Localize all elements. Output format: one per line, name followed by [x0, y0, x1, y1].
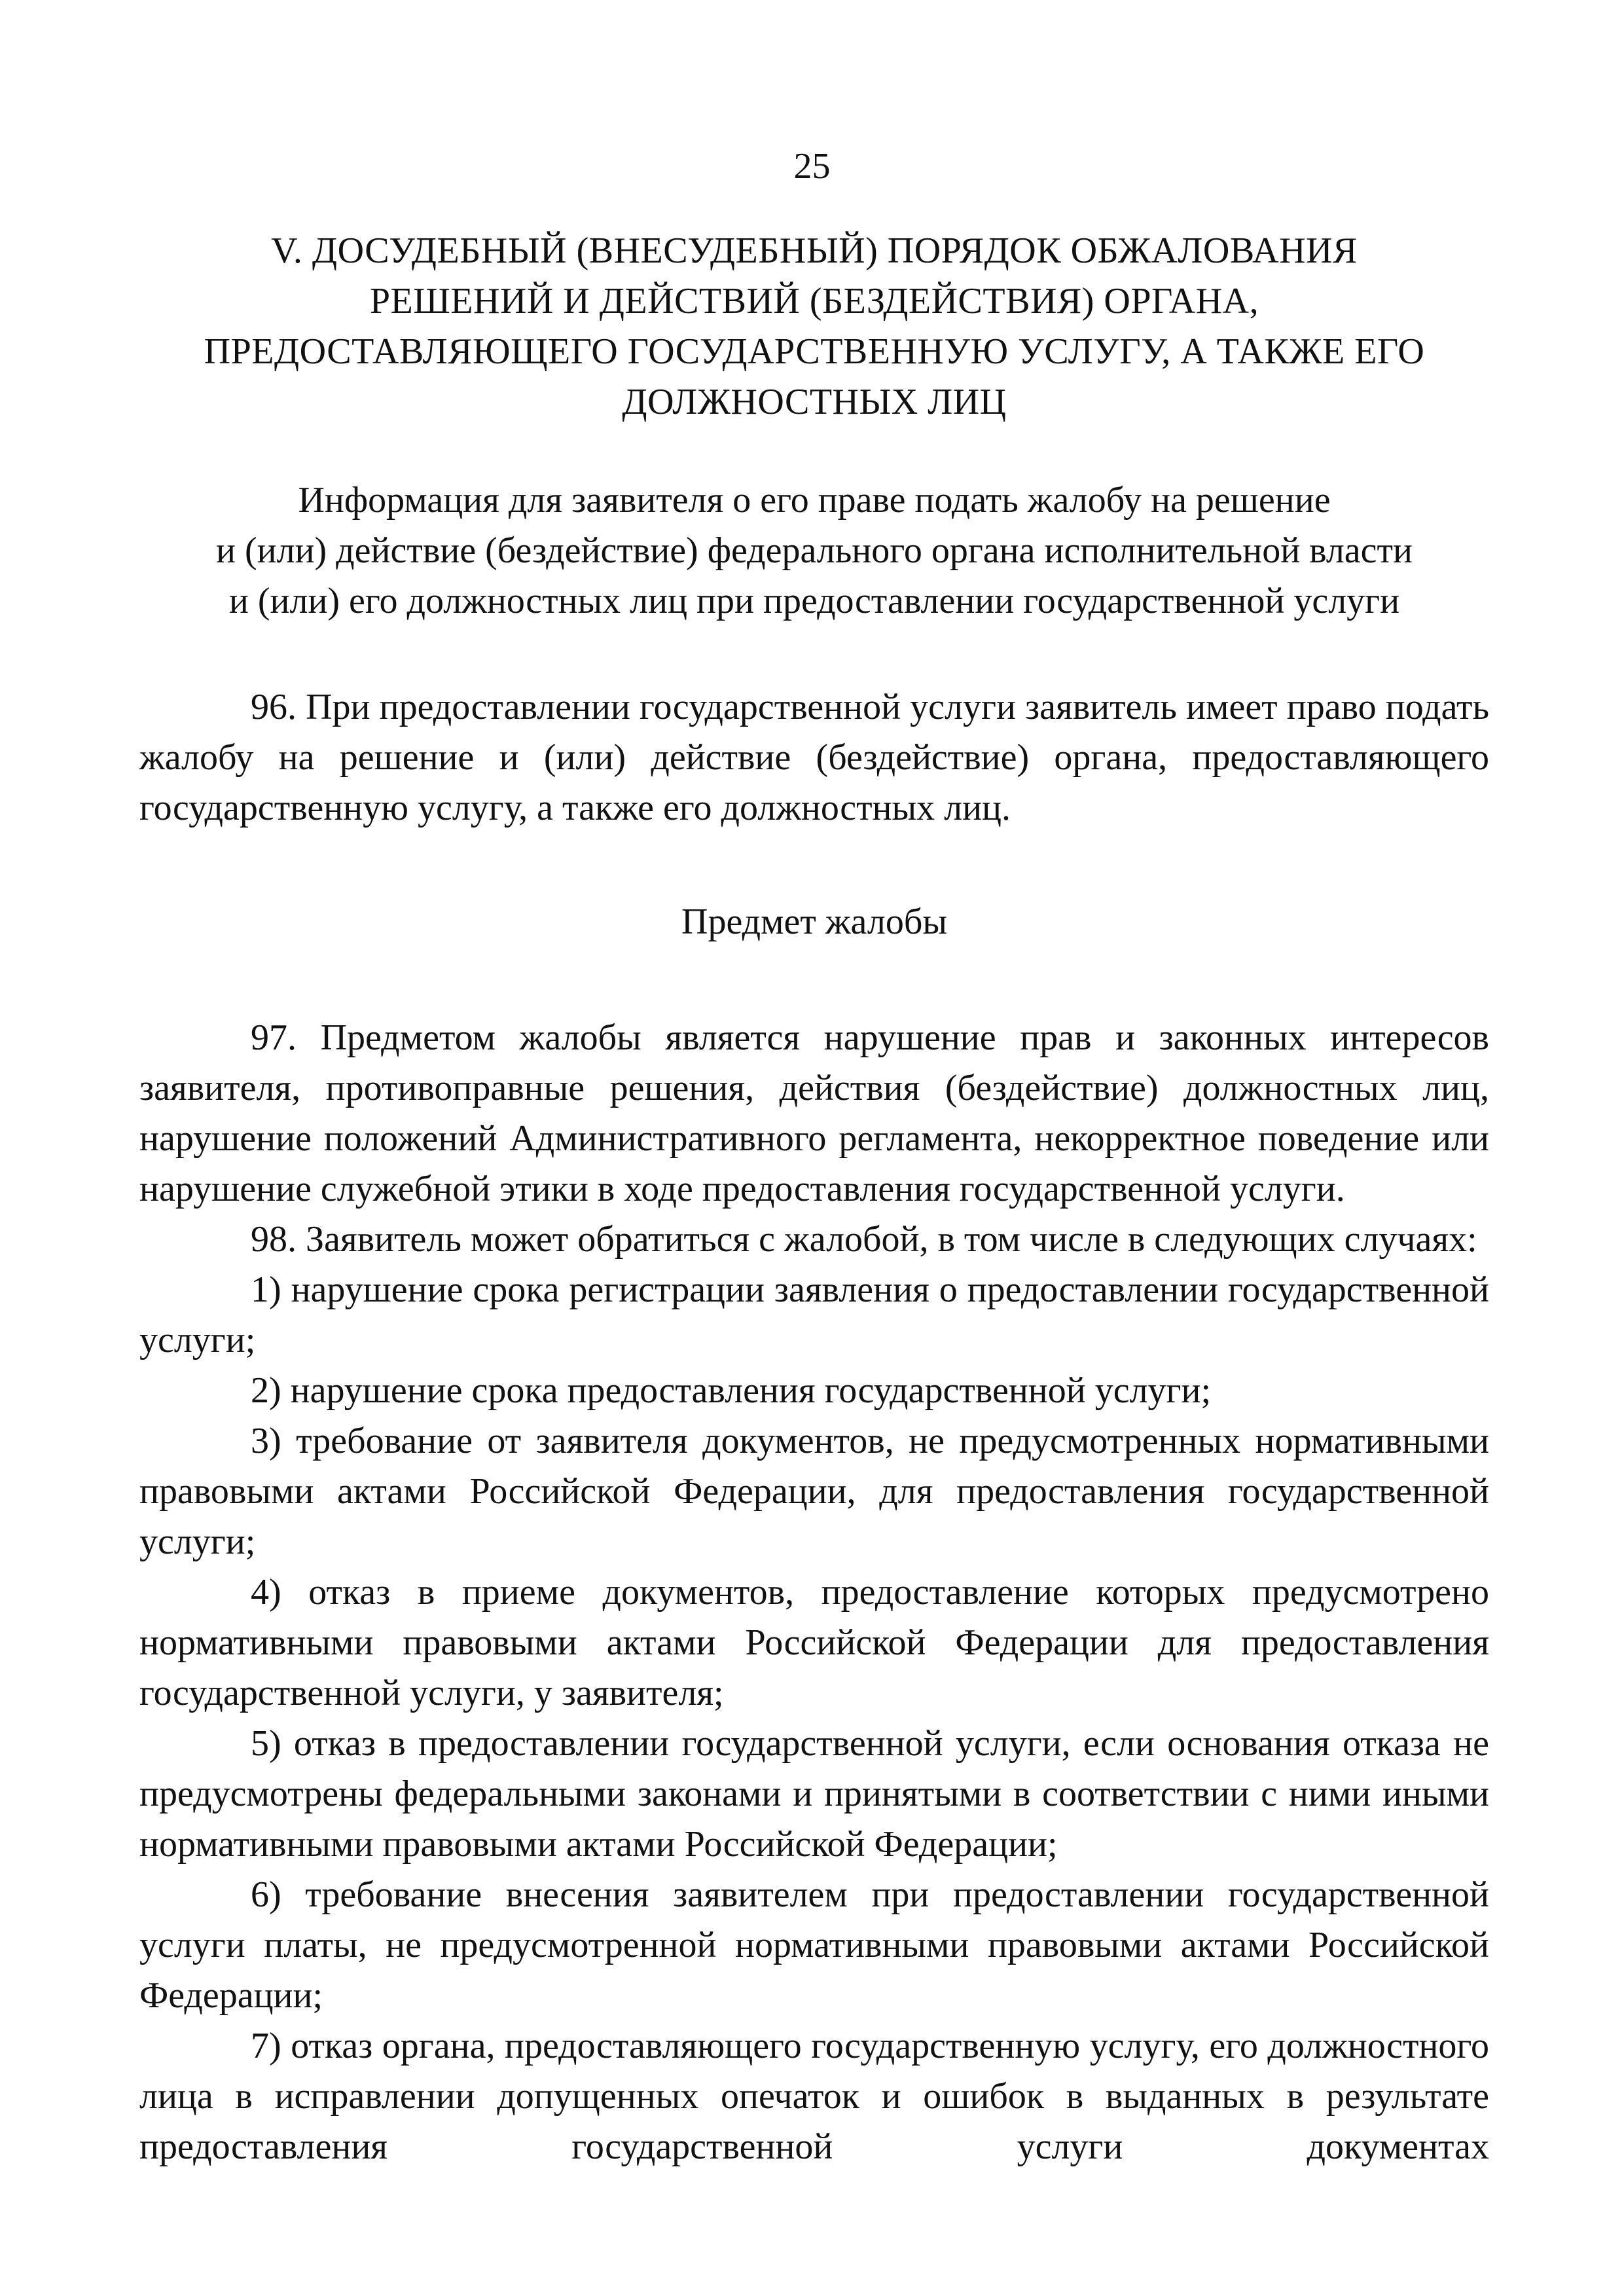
- paragraph-98: 98. Заявитель может обратиться с жалобой, в том числе в следующих случаях:: [251, 1219, 1477, 1260]
- info-heading-line: и (или) действие (бездействие) федерального органа исполнительной власти: [216, 530, 1413, 571]
- section-title: [139, 226, 1489, 428]
- section-title-line: V. ДОСУДЕБНЫЙ (ВНЕСУДЕБНЫЙ) ПОРЯДОК ОБЖАЛОВАНИЯ: [271, 230, 1358, 271]
- list-item-7: 7) отказ органа, предоставляющего государственную услугу, его должностного лица в исправлении допущенных опечаток и ошибок в выданных в результате предоставления государственной услуги документах: [139, 2026, 1489, 2167]
- list-item-5: 5) отказ в предоставлении государственной услуги, если основания отказа не предусмотрены федеральными законами и принятыми в соответствии с ними иными нормативными правовыми актами Российской Федерации;: [139, 1723, 1489, 1865]
- section-title-line: РЕШЕНИЙ И ДЕЙСТВИЙ (БЕЗДЕЙСТВИЯ) ОРГАНА,: [369, 281, 1259, 321]
- predmet-heading: [139, 897, 1489, 947]
- document-body: [139, 226, 1489, 2172]
- paragraph-97: 97. Предметом жалобы является нарушение прав и законных интересов заявителя, противоправные решения, действия (бездействие) должностных лиц, нарушение положений Административного регламента, некорректное поведение или нарушение служебной этики в ходе предоставления государственной услуги.: [139, 1017, 1489, 1209]
- info-heading-line: Информация для заявителя о его праве подать жалобу на решение: [298, 480, 1331, 520]
- info-heading-line: и (или) его должностных лиц при предоставлении государственной услуги: [228, 581, 1400, 621]
- list-item-4: 4) отказ в приеме документов, предоставление которых предусмотрено нормативными правовыми актами Российской Федерации для предоставления государственной услуги, у заявителя;: [139, 1572, 1489, 1713]
- info-heading: [139, 475, 1489, 627]
- page-number: 25: [793, 146, 831, 187]
- list-item-3: 3) требование от заявителя документов, не предусмотренных нормативными правовыми актами Российской Федерации, для предоставления государственной услуги;: [139, 1421, 1489, 1562]
- section-title-line: ПРЕДОСТАВЛЯЮЩЕГО ГОСУДАРСТВЕННУЮ УСЛУГУ, А ТАКЖЕ ЕГО: [204, 331, 1425, 372]
- list-item-1: 1) нарушение срока регистрации заявления о предоставлении государственной услуги;: [139, 1269, 1489, 1360]
- paragraph-96: 96. При предоставлении государственной услуги заявитель имеет право подать жалобу на решение и (или) действие (бездействие) органа, предоставляющего государственную услугу, а также его должностных лиц.: [139, 687, 1489, 828]
- list-item-2: 2) нарушение срока предоставления государственной услуги;: [251, 1370, 1212, 1411]
- predmet-heading-text: Предмет жалобы: [681, 902, 947, 942]
- section-title-line: ДОЛЖНОСТНЫХ ЛИЦ: [622, 382, 1007, 422]
- list-item-6: 6) требование внесения заявителем при предоставлении государственной услуги платы, не предусмотренной нормативными правовыми актами Российской Федерации;: [139, 1874, 1489, 2016]
